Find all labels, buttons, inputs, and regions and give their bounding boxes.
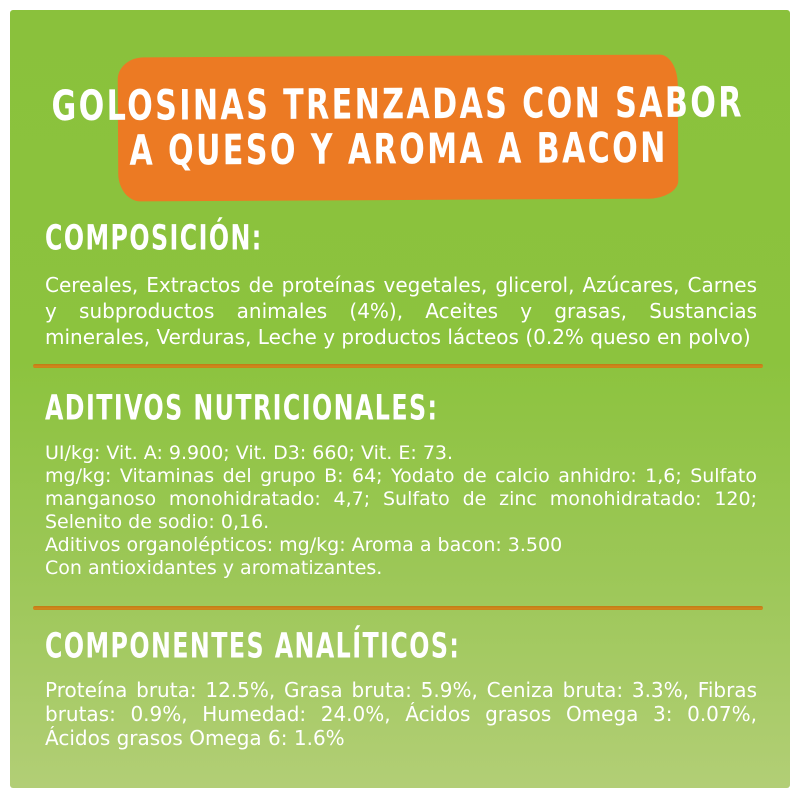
analytical-components-text (45, 678, 757, 750)
section-divider-1 (33, 364, 763, 368)
analytical-components-heading (45, 625, 482, 666)
section-divider-2 (33, 606, 763, 610)
composition-text (45, 272, 757, 350)
additives-vitamins-line: UI/kg: Vit. A: 9.900; Vit. D3: 660; Vit. E: 73. (45, 442, 454, 464)
product-title-banner (51, 55, 745, 202)
composition-heading-label: COMPOSICIÓN: (45, 217, 263, 258)
additives-minerals-paragraph: mg/kg: Vitaminas del grupo B: 64; Yodato de calcio anhidro: 1,6; Sulfato manganoso monohidratado: 4,7; Sulfato de zinc monohidratado: 120; Selenito de sodio: 0,16. (45, 465, 757, 533)
analytical-components-paragraph: Proteína bruta: 12.5%, Grasa bruta: 5.9%, Ceniza bruta: 3.3%, Fibras brutas: 0.9%, Humedad: 24.0%, Ácidos grasos Omega 3: 0.07%, Ácidos grasos Omega 6: 1.6% (45, 678, 757, 750)
composition-heading (45, 217, 274, 258)
composition-paragraph: Cereales, Extractos de proteínas vegetales, glicerol, Azúcares, Carnes y subproductos animales (4%), Aceites y grasas, Sustancias minerales, Verduras, Leche y productos lácteos (0.2% queso en polvo) (45, 273, 757, 349)
product-title-line-1: GOLOSINAS TRENZADAS CON SABOR (51, 78, 745, 131)
green-label-panel (10, 10, 790, 788)
nutritional-additives-heading (45, 387, 459, 428)
additives-antioxidants-line: Con antioxidantes y aromatizantes. (45, 557, 383, 579)
additives-organoleptic-line: Aditivos organolépticos: mg/kg: Aroma a bacon: 3.500 (45, 534, 563, 556)
product-title-line-2: A QUESO Y AROMA A BACON (128, 124, 668, 176)
analytical-components-heading-label: COMPONENTES ANALÍTICOS: (45, 625, 461, 666)
nutritional-additives-heading-label: ADITIVOS NUTRICIONALES: (45, 387, 439, 428)
nutritional-additives-text (45, 442, 757, 580)
